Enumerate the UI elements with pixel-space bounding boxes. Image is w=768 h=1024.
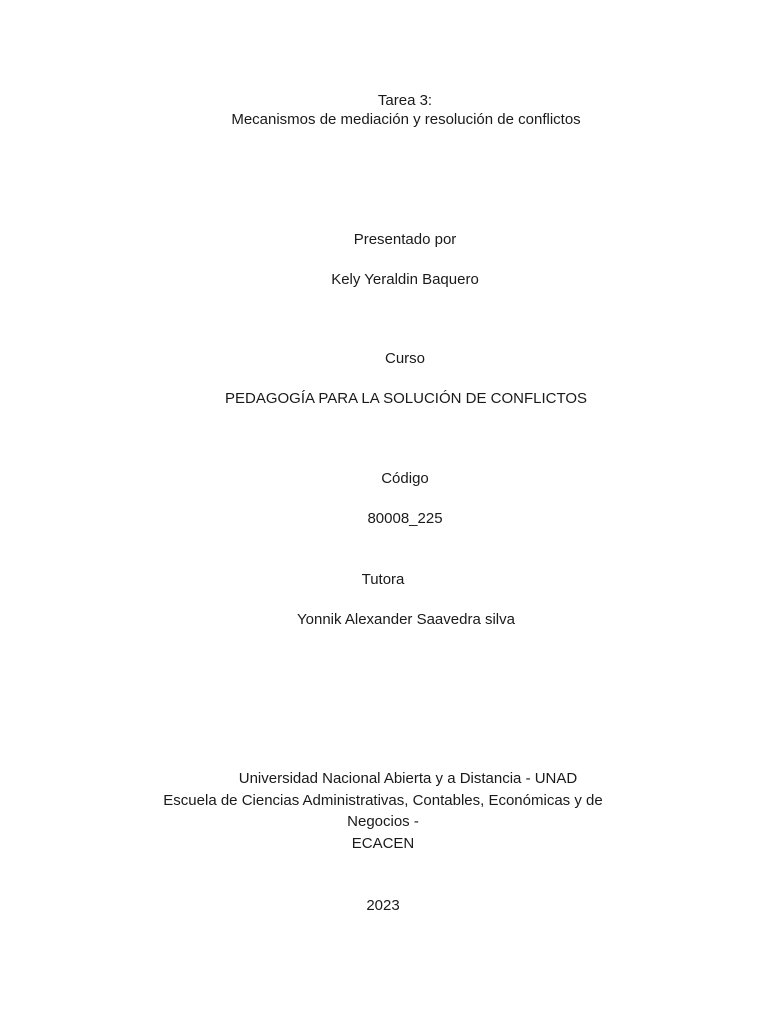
year: 2023 <box>366 897 400 914</box>
tutor-label: Tutora <box>361 571 405 588</box>
course-label: Curso <box>384 350 426 367</box>
school-name-line2: Negocios - <box>347 813 419 830</box>
course-code: 80008_225 <box>367 510 443 527</box>
code-label: Código <box>381 470 429 487</box>
assignment-title: Mecanismos de mediación y resolución de conflictos <box>231 111 581 128</box>
author-name: Kely Yeraldin Baquero <box>331 271 479 288</box>
tutor-name: Yonnik Alexander Saavedra silva <box>297 611 515 628</box>
course-name: PEDAGOGÍA PARA LA SOLUCIÓN DE CONFLICTOS <box>224 390 588 407</box>
assignment-number: Tarea 3: <box>377 92 433 109</box>
university-name: Universidad Nacional Abierta y a Distancia - UNAD <box>238 770 578 787</box>
presented-by-label: Presentado por <box>353 231 457 248</box>
school-abbreviation: ECACEN <box>351 835 415 852</box>
school-name-line1: Escuela de Ciencias Administrativas, Contables, Económicas y de <box>163 792 603 809</box>
